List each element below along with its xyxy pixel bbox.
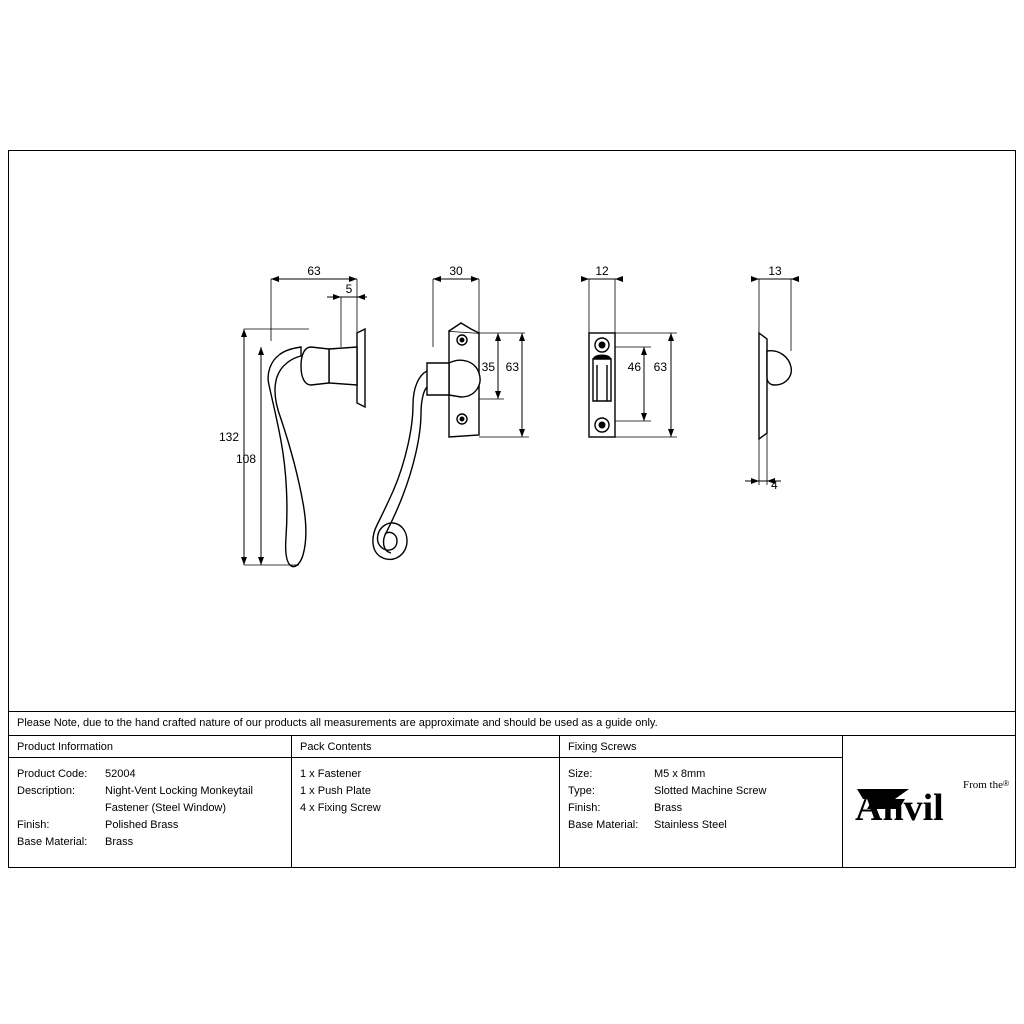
info-table: [9, 736, 1015, 867]
svg-text:63: 63: [307, 264, 321, 278]
svg-text:4: 4: [771, 478, 778, 492]
column-product-information: [9, 736, 292, 867]
base-material-label: Base Material:: [17, 836, 88, 848]
dim-108-vertical: [236, 347, 264, 565]
svg-text:46: 46: [627, 360, 641, 374]
svg-text:108: 108: [235, 452, 256, 466]
row-screw-size: [568, 766, 834, 783]
svg-text:5: 5: [345, 282, 353, 296]
measurement-note: [9, 712, 1015, 736]
svg-text:12: 12: [595, 264, 609, 278]
finish-label: Finish:: [17, 819, 50, 831]
product-code-value: 52004: [105, 768, 136, 780]
row-description-cont: [17, 800, 283, 817]
product-information-header: Product Information: [9, 736, 291, 758]
screw-base-material-label: Base Material:: [568, 819, 639, 831]
fixing-screws-header: Fixing Screws: [560, 736, 842, 758]
description-value: Night-Vent Locking Monkeytail: [105, 785, 253, 797]
pack-contents-body: [292, 758, 559, 817]
svg-text:63: 63: [653, 360, 667, 374]
push-plate-front-outline: [589, 333, 615, 437]
screw-type-value: Slotted Machine Screw: [654, 785, 767, 797]
dim-4-horizontal: [745, 433, 781, 492]
row-product-code: [17, 766, 283, 783]
product-code-label: Product Code:: [17, 768, 88, 780]
svg-text:63: 63: [505, 360, 519, 374]
logo-registered-mark: ®: [1003, 778, 1009, 788]
logo-from-the-text: From the: [962, 778, 1003, 791]
screw-finish-value: Brass: [654, 802, 683, 814]
dim-13-horizontal: [751, 264, 799, 351]
row-screw-base-material: [568, 817, 834, 834]
row-base-material: [17, 834, 283, 851]
description-label: Description:: [17, 785, 76, 797]
row-description: [17, 783, 283, 800]
handle-front-outline: [373, 323, 480, 559]
screw-size-label: Size:: [568, 768, 593, 780]
product-spec-sheet: [8, 150, 1016, 868]
column-brand-logo: [843, 736, 1015, 867]
dim-63-horizontal: [271, 264, 357, 341]
pack-contents-header: Pack Contents: [292, 736, 559, 758]
column-fixing-screws: [560, 736, 843, 867]
dim-63-vertical-front: [479, 333, 529, 437]
push-plate-side-outline: [759, 333, 791, 439]
dim-46-vertical: [615, 347, 651, 421]
base-material-value: Brass: [105, 836, 134, 848]
fixing-screws-body: [560, 758, 842, 834]
row-screw-finish: [568, 800, 834, 817]
svg-text:30: 30: [449, 264, 463, 278]
description-label-cont: [17, 800, 105, 817]
description-value-cont: Fastener (Steel Window): [105, 802, 227, 814]
note-text: Please Note, due to the hand crafted nature of our products all measurements are approximate and should be used as a guide only.: [17, 717, 658, 729]
pack-item-1: 1 x Fastener: [300, 768, 362, 780]
column-pack-contents: [292, 736, 560, 867]
pack-item-2: 1 x Push Plate: [300, 785, 371, 797]
svg-text:132: 132: [218, 430, 239, 444]
dim-12-horizontal: [581, 264, 623, 336]
screw-finish-label: Finish:: [568, 802, 601, 814]
handle-side-outline: [268, 329, 365, 567]
screw-size-value: M5 x 8mm: [654, 768, 706, 780]
screw-type-label: Type:: [568, 785, 595, 797]
anvil-logo: [849, 767, 1009, 837]
svg-text:13: 13: [768, 264, 782, 278]
drawing-svg: [9, 151, 1015, 711]
screw-base-material-value: Stainless Steel: [654, 819, 727, 831]
technical-drawing: [9, 151, 1015, 712]
logo-anvil-text: Anvil: [855, 786, 944, 829]
svg-text:35: 35: [481, 360, 495, 374]
finish-value: Polished Brass: [105, 819, 179, 831]
product-information-body: [9, 758, 291, 851]
row-finish: [17, 817, 283, 834]
row-screw-type: [568, 783, 834, 800]
pack-item-3: 4 x Fixing Screw: [300, 802, 381, 814]
